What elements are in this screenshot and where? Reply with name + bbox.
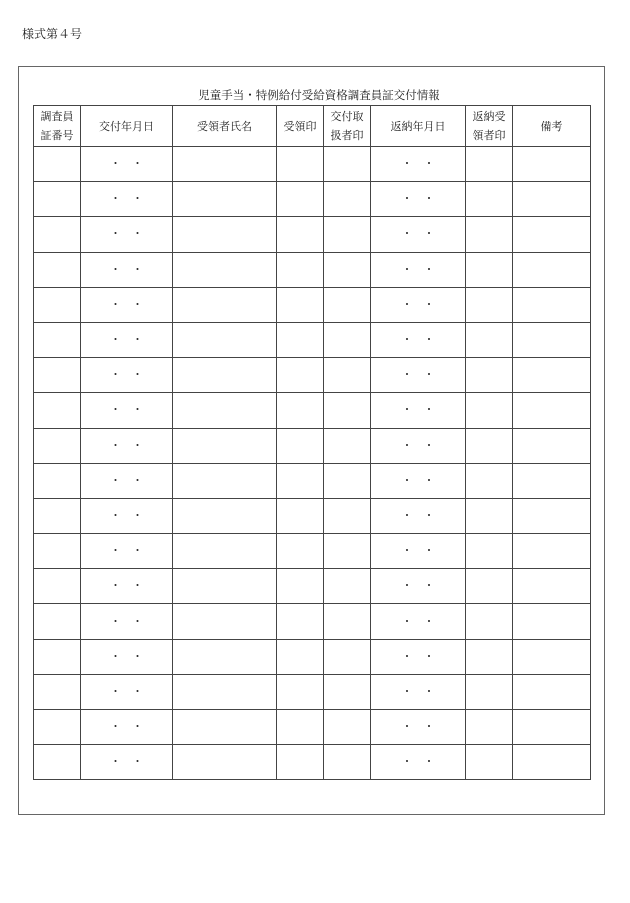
cell-issue-date: ・ ・ xyxy=(81,147,173,182)
cell-return-recipient-seal xyxy=(466,745,513,780)
cell-recipient-name xyxy=(173,428,277,463)
cell-return-date: ・ ・ xyxy=(371,639,466,674)
cell-examiner-cert-number xyxy=(34,358,81,393)
cell-issuer-seal xyxy=(324,674,371,709)
cell-remarks xyxy=(513,287,591,322)
cell-issuer-seal xyxy=(324,569,371,604)
cell-examiner-cert-number xyxy=(34,745,81,780)
table-row xyxy=(34,322,591,357)
cell-issuer-seal xyxy=(324,534,371,569)
cell-examiner-cert-number xyxy=(34,217,81,252)
cell-issue-date: ・ ・ xyxy=(81,322,173,357)
cell-examiner-cert-number xyxy=(34,498,81,533)
cell-issue-date: ・ ・ xyxy=(81,604,173,639)
cell-issue-date: ・ ・ xyxy=(81,569,173,604)
cell-recipient-seal xyxy=(277,534,324,569)
cell-examiner-cert-number xyxy=(34,428,81,463)
register-body xyxy=(34,147,591,780)
cell-return-date: ・ ・ xyxy=(371,252,466,287)
cell-remarks xyxy=(513,217,591,252)
cell-issuer-seal xyxy=(324,217,371,252)
cell-return-recipient-seal xyxy=(466,182,513,217)
cell-examiner-cert-number xyxy=(34,287,81,322)
cell-issuer-seal xyxy=(324,498,371,533)
cell-issuer-seal xyxy=(324,428,371,463)
form-title: 児童手当・特例給付受給資格調査員証交付情報 xyxy=(198,88,440,102)
cell-issuer-seal xyxy=(324,639,371,674)
cell-return-recipient-seal xyxy=(466,287,513,322)
cell-examiner-cert-number xyxy=(34,569,81,604)
cell-examiner-cert-number xyxy=(34,147,81,182)
header-return-date: 返納年月日 xyxy=(371,106,466,147)
cell-recipient-name xyxy=(173,217,277,252)
cell-issue-date: ・ ・ xyxy=(81,534,173,569)
form-number: 様式第４号 xyxy=(22,27,83,41)
cell-return-recipient-seal xyxy=(466,463,513,498)
cell-issuer-seal xyxy=(324,322,371,357)
cell-return-recipient-seal xyxy=(466,604,513,639)
cell-return-date: ・ ・ xyxy=(371,745,466,780)
cell-recipient-name xyxy=(173,534,277,569)
cell-recipient-name xyxy=(173,710,277,745)
cell-return-date: ・ ・ xyxy=(371,463,466,498)
cell-issue-date: ・ ・ xyxy=(81,182,173,217)
cell-recipient-name xyxy=(173,147,277,182)
cell-issue-date: ・ ・ xyxy=(81,252,173,287)
cell-recipient-name xyxy=(173,463,277,498)
cell-recipient-seal xyxy=(277,498,324,533)
cell-recipient-name xyxy=(173,393,277,428)
cell-issue-date: ・ ・ xyxy=(81,498,173,533)
table-row xyxy=(34,498,591,533)
cell-recipient-seal xyxy=(277,217,324,252)
table-row xyxy=(34,604,591,639)
cell-examiner-cert-number xyxy=(34,710,81,745)
cell-return-recipient-seal xyxy=(466,322,513,357)
cell-recipient-seal xyxy=(277,569,324,604)
cell-return-date: ・ ・ xyxy=(371,147,466,182)
cell-recipient-name xyxy=(173,639,277,674)
cell-remarks xyxy=(513,639,591,674)
issuance-register-table xyxy=(33,105,591,780)
header-issuer-seal: 交付取 扱者印 xyxy=(324,106,371,147)
table-row xyxy=(34,147,591,182)
header-return-recipient-seal: 返納受 領者印 xyxy=(466,106,513,147)
table-row xyxy=(34,710,591,745)
cell-recipient-name xyxy=(173,322,277,357)
cell-remarks xyxy=(513,745,591,780)
cell-recipient-seal xyxy=(277,358,324,393)
cell-return-recipient-seal xyxy=(466,428,513,463)
cell-examiner-cert-number xyxy=(34,252,81,287)
cell-issue-date: ・ ・ xyxy=(81,745,173,780)
cell-recipient-name xyxy=(173,604,277,639)
cell-recipient-seal xyxy=(277,463,324,498)
cell-issuer-seal xyxy=(324,147,371,182)
cell-return-date: ・ ・ xyxy=(371,710,466,745)
cell-issuer-seal xyxy=(324,463,371,498)
table-row xyxy=(34,287,591,322)
cell-return-date: ・ ・ xyxy=(371,358,466,393)
header-remarks: 備考 xyxy=(513,106,591,147)
cell-return-date: ・ ・ xyxy=(371,498,466,533)
cell-return-date: ・ ・ xyxy=(371,182,466,217)
cell-remarks xyxy=(513,182,591,217)
cell-recipient-seal xyxy=(277,710,324,745)
cell-return-recipient-seal xyxy=(466,393,513,428)
cell-return-date: ・ ・ xyxy=(371,569,466,604)
cell-issue-date: ・ ・ xyxy=(81,358,173,393)
cell-return-recipient-seal xyxy=(466,358,513,393)
cell-return-recipient-seal xyxy=(466,639,513,674)
cell-return-recipient-seal xyxy=(466,674,513,709)
cell-issue-date: ・ ・ xyxy=(81,710,173,745)
cell-return-recipient-seal xyxy=(466,252,513,287)
table-row xyxy=(34,358,591,393)
cell-remarks xyxy=(513,498,591,533)
cell-recipient-seal xyxy=(277,393,324,428)
cell-return-date: ・ ・ xyxy=(371,604,466,639)
cell-remarks xyxy=(513,358,591,393)
cell-examiner-cert-number xyxy=(34,534,81,569)
cell-recipient-name xyxy=(173,745,277,780)
cell-remarks xyxy=(513,428,591,463)
cell-recipient-seal xyxy=(277,674,324,709)
table-row xyxy=(34,217,591,252)
header-row xyxy=(34,106,591,147)
cell-issue-date: ・ ・ xyxy=(81,674,173,709)
cell-examiner-cert-number xyxy=(34,639,81,674)
cell-recipient-seal xyxy=(277,745,324,780)
cell-remarks xyxy=(513,534,591,569)
cell-examiner-cert-number xyxy=(34,674,81,709)
cell-remarks xyxy=(513,252,591,287)
table-row xyxy=(34,393,591,428)
cell-recipient-name xyxy=(173,182,277,217)
table-row xyxy=(34,639,591,674)
cell-remarks xyxy=(513,322,591,357)
cell-examiner-cert-number xyxy=(34,604,81,639)
table-row xyxy=(34,569,591,604)
cell-recipient-seal xyxy=(277,147,324,182)
cell-examiner-cert-number xyxy=(34,322,81,357)
cell-recipient-name xyxy=(173,358,277,393)
cell-return-date: ・ ・ xyxy=(371,674,466,709)
cell-recipient-seal xyxy=(277,428,324,463)
cell-recipient-name xyxy=(173,569,277,604)
header-recipient-name: 受領者氏名 xyxy=(173,106,277,147)
cell-recipient-seal xyxy=(277,604,324,639)
cell-return-date: ・ ・ xyxy=(371,287,466,322)
cell-remarks xyxy=(513,393,591,428)
table-row xyxy=(34,182,591,217)
cell-return-recipient-seal xyxy=(466,569,513,604)
header-recipient-seal: 受領印 xyxy=(277,106,324,147)
cell-issuer-seal xyxy=(324,604,371,639)
header-issue-date: 交付年月日 xyxy=(81,106,173,147)
cell-return-recipient-seal xyxy=(466,710,513,745)
cell-recipient-seal xyxy=(277,252,324,287)
cell-return-date: ・ ・ xyxy=(371,322,466,357)
cell-issuer-seal xyxy=(324,710,371,745)
cell-issuer-seal xyxy=(324,182,371,217)
cell-recipient-seal xyxy=(277,287,324,322)
cell-issue-date: ・ ・ xyxy=(81,639,173,674)
cell-remarks xyxy=(513,674,591,709)
cell-return-recipient-seal xyxy=(466,534,513,569)
cell-issuer-seal xyxy=(324,393,371,428)
cell-return-date: ・ ・ xyxy=(371,217,466,252)
cell-return-date: ・ ・ xyxy=(371,393,466,428)
cell-examiner-cert-number xyxy=(34,182,81,217)
cell-remarks xyxy=(513,147,591,182)
cell-return-recipient-seal xyxy=(466,498,513,533)
cell-remarks xyxy=(513,604,591,639)
cell-return-date: ・ ・ xyxy=(371,534,466,569)
cell-recipient-name xyxy=(173,498,277,533)
cell-return-recipient-seal xyxy=(466,147,513,182)
table-row xyxy=(34,428,591,463)
cell-issuer-seal xyxy=(324,287,371,322)
cell-recipient-seal xyxy=(277,322,324,357)
cell-remarks xyxy=(513,569,591,604)
cell-issue-date: ・ ・ xyxy=(81,287,173,322)
table-row xyxy=(34,674,591,709)
table-row xyxy=(34,745,591,780)
cell-recipient-seal xyxy=(277,639,324,674)
cell-issuer-seal xyxy=(324,358,371,393)
cell-remarks xyxy=(513,463,591,498)
cell-return-recipient-seal xyxy=(466,217,513,252)
cell-issue-date: ・ ・ xyxy=(81,217,173,252)
header-examiner-cert-number: 調査員 証番号 xyxy=(34,106,81,147)
cell-return-date: ・ ・ xyxy=(371,428,466,463)
cell-issue-date: ・ ・ xyxy=(81,428,173,463)
table-row xyxy=(34,252,591,287)
cell-remarks xyxy=(513,710,591,745)
cell-issuer-seal xyxy=(324,252,371,287)
table-row xyxy=(34,463,591,498)
cell-recipient-name xyxy=(173,287,277,322)
table-row xyxy=(34,534,591,569)
cell-recipient-seal xyxy=(277,182,324,217)
cell-recipient-name xyxy=(173,674,277,709)
cell-issue-date: ・ ・ xyxy=(81,393,173,428)
cell-recipient-name xyxy=(173,252,277,287)
cell-issuer-seal xyxy=(324,745,371,780)
cell-examiner-cert-number xyxy=(34,463,81,498)
cell-issue-date: ・ ・ xyxy=(81,463,173,498)
cell-examiner-cert-number xyxy=(34,393,81,428)
